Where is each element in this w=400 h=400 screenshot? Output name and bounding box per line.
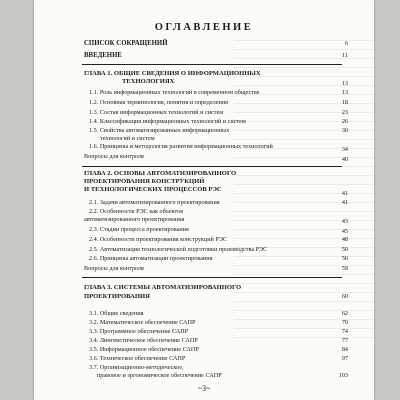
toc-chapter-3-title: ГЛАВА 3. СИСТЕМЫ АВТОМАТИЗИРОВАННОГО	[84, 284, 242, 291]
toc-page-number: 43	[341, 218, 348, 225]
toc-entry: 3.6. Техническое обеспечение САПР	[89, 355, 186, 362]
toc-page-number: 13	[341, 80, 348, 87]
toc-entry: 1.5. Свойства автоматизированных информационных	[89, 127, 230, 134]
toc-page-number: 77	[341, 337, 348, 344]
toc-chapter-1-title: ГЛАВА 1. ОБЩИЕ СВЕДЕНИЯ О ИНФОРМАЦИОННЫХ	[84, 70, 261, 77]
toc-entry-abbreviations: СПИСОК СОКРАЩЕНИЙ	[84, 40, 168, 47]
toc-entry-questions: Вопросы для контроля	[84, 153, 144, 160]
toc-page-number: 84	[341, 346, 348, 353]
toc-entry-introduction: ВВЕДЕНИЕ	[84, 52, 122, 59]
toc-chapter-3-title-cont: ПРОЕКТИРОВАНИЯ	[84, 293, 150, 300]
section-divider	[82, 277, 342, 278]
toc-entry: 2.3. Стадии процесса проектирования	[89, 226, 189, 233]
toc-entry: 2.1. Задачи автоматизированного проектирования	[89, 199, 220, 206]
toc-entry: 3.3. Программное обеспечение САПР	[89, 328, 189, 335]
section-divider	[82, 166, 342, 167]
toc-entry-cont: технологий и систем	[100, 135, 155, 142]
toc-entry-cont: правовое и эргономическое обеспечение САПР	[97, 372, 222, 379]
toc-page-number: 23	[341, 109, 348, 116]
toc-page-number: 41	[341, 190, 348, 197]
toc-entry: 3.7. Организационно-методическое,	[89, 364, 184, 371]
toc-entry: 2.4. Особенности проектирования конструкций РЭС	[89, 236, 228, 243]
toc-page-number: 11	[342, 52, 348, 59]
toc-page-number: 41	[341, 199, 348, 206]
toc-entry: 3.4. Лингвистическое обеспечение САПР	[89, 337, 198, 344]
toc-page-number: 62	[341, 310, 348, 317]
section-divider	[82, 64, 342, 65]
toc-page-number: 34	[341, 146, 348, 153]
toc-entry-questions: Вопросы для контроля	[84, 265, 144, 272]
toc-entry: 1.3. Состав информационных технологий и систем	[89, 109, 224, 116]
toc-entry: 2.5. Автоматизация технологической подготовки производства РЭС	[89, 246, 268, 253]
toc-page-number: 97	[341, 355, 348, 362]
toc-entry: 2.2. Особенности РЭС как объектов	[89, 208, 184, 215]
toc-page-number: 70	[341, 319, 348, 326]
toc-page-number: 74	[341, 328, 348, 335]
toc-entry: 3.5. Информационное обеспечение САПР	[89, 346, 199, 353]
toc-page-number: 40	[341, 156, 348, 163]
toc-entry: 1.1. Роль информационных технологий в современном обществе	[89, 89, 260, 96]
toc-page-number: 45	[341, 228, 348, 235]
toc-entry: 1.6. Принципы и методология развития информационных технологий	[89, 143, 273, 150]
book-page	[34, 0, 374, 400]
page-number-footer: ~3~	[197, 384, 211, 393]
toc-page-number: 50	[341, 246, 348, 253]
toc-entry: 3.1. Общие сведения	[89, 310, 144, 317]
toc-entry: 1.4. Классификация информационных технологий и систем	[89, 118, 246, 125]
toc-page-number: 13	[341, 89, 348, 96]
toc-chapter-1-title-cont: ТЕХНОЛОГИЯХ	[122, 78, 175, 85]
toc-page-number: 6	[344, 40, 348, 47]
toc-entry: 1.2. Основная терминология, понятия и определения	[89, 99, 228, 106]
toc-entry: 3.2. Математическое обеспечение САПР	[89, 319, 196, 326]
toc-page-number: 103	[338, 372, 348, 379]
toc-page-number: 56	[341, 255, 348, 262]
toc-page-number: 59	[341, 265, 348, 272]
toc-page-number: 26	[341, 118, 348, 125]
toc-page-number: 30	[341, 127, 348, 134]
page-heading: ОГЛАВЛЕНИЕ	[154, 22, 254, 33]
toc-page-number: 48	[341, 236, 348, 243]
toc-chapter-2-title-cont: И ТЕХНОЛОГИЧЕСКИХ ПРОЦЕССОВ РЭС	[84, 186, 222, 193]
toc-page-number: 18	[341, 99, 348, 106]
toc-page-number: 60	[341, 293, 348, 300]
toc-chapter-2-title: ГЛАВА 2. ОСНОВЫ АВТОМАТИЗИРОВАННОГО	[84, 170, 237, 177]
toc-entry-cont: автоматизированного проектирования	[84, 216, 185, 223]
toc-entry: 2.6. Принципы автоматизации проектирования	[89, 255, 213, 262]
table-of-contents	[34, 0, 374, 400]
toc-chapter-2-title-cont: ПРОЕКТИРОВАНИЯ КОНСТРУКЦИЙ	[84, 178, 205, 185]
